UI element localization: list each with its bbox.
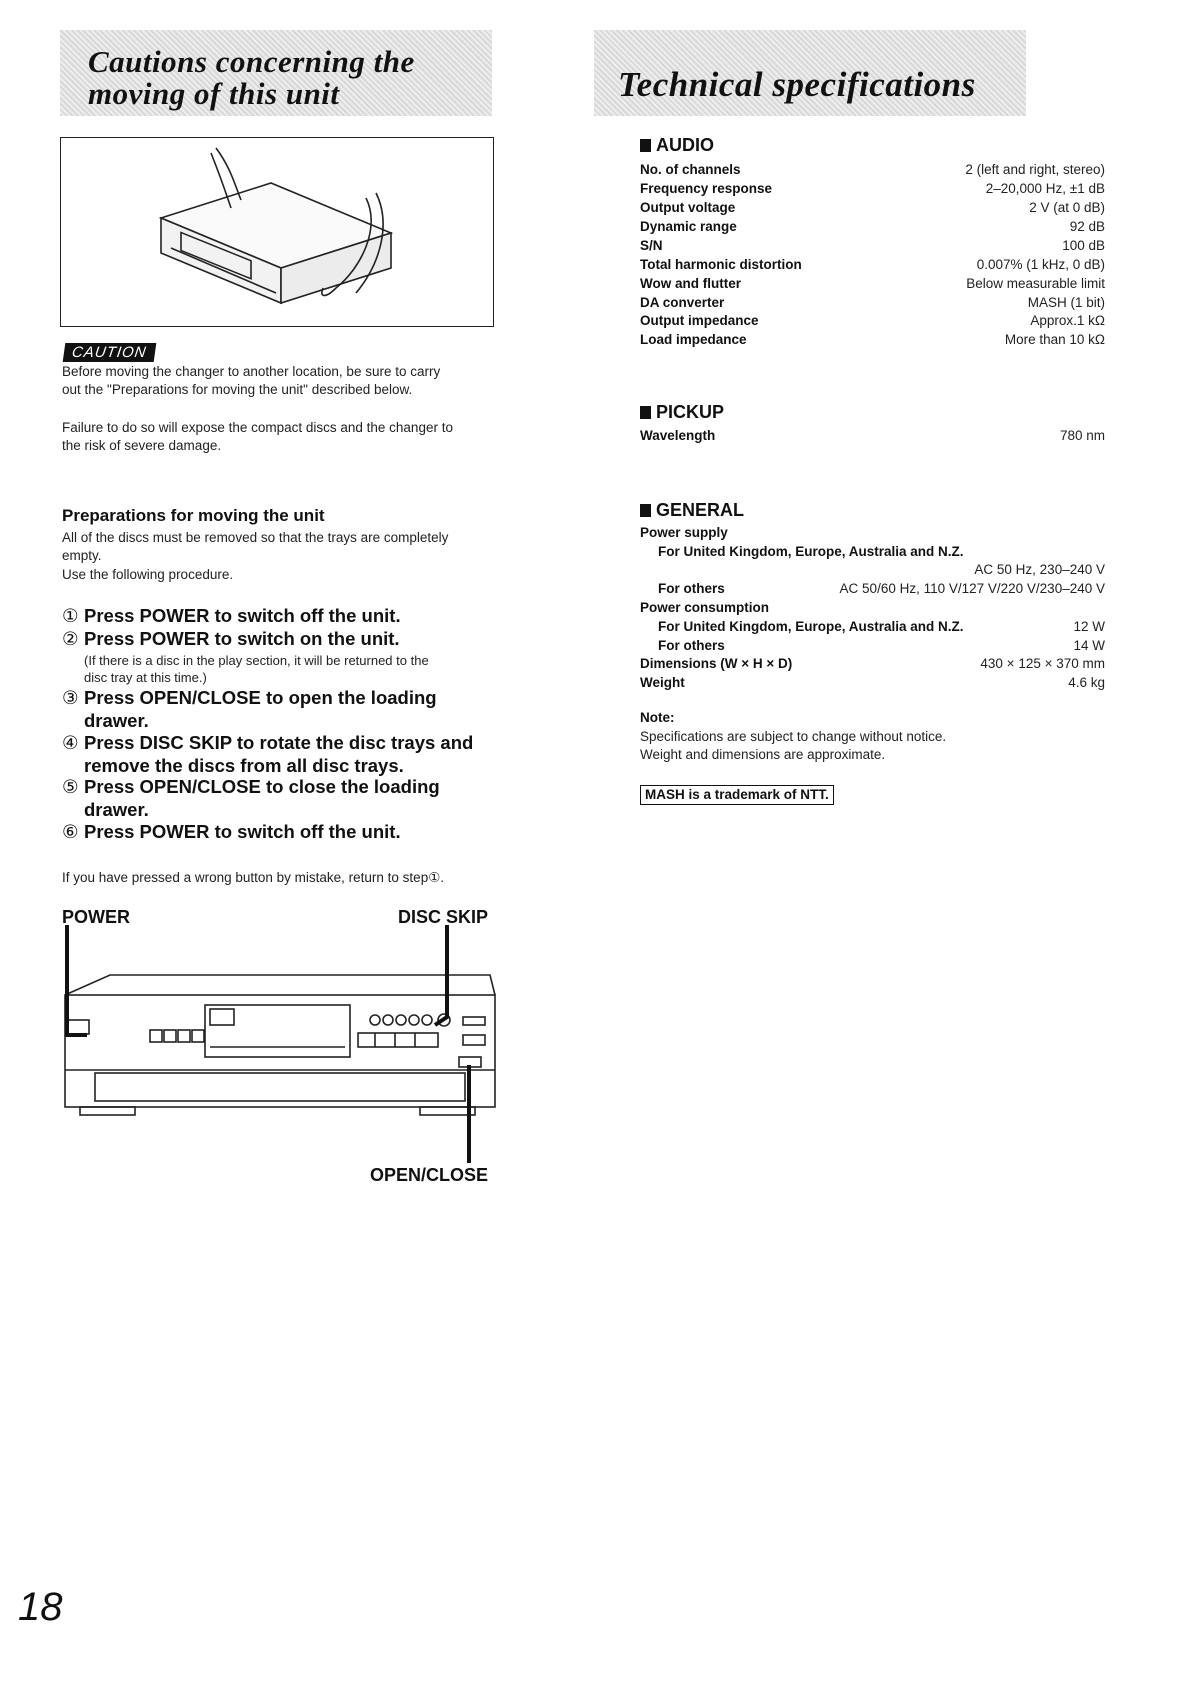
preparations-heading: Preparations for moving the unit	[62, 506, 325, 525]
spec-row: Weight 4.6 kg	[640, 675, 1105, 690]
step-5: ⑤ Press OPEN/CLOSE to close the loading drawer.	[62, 776, 440, 820]
left-title-line2: moving of this unit	[88, 76, 340, 111]
caution-text-1b: out the "Preparations for moving the unit" described below.	[62, 382, 413, 397]
note-heading: Note:	[640, 710, 675, 725]
spec-row: Power consumption	[640, 600, 770, 615]
front-panel-illustration	[55, 925, 505, 1165]
spec-row: For United Kingdom, Europe, Australia and N.Z. 12 W	[658, 619, 1105, 634]
note-line-1: Specifications are subject to change without notice.	[640, 729, 947, 744]
note-line-2: Weight and dimensions are approximate.	[640, 747, 886, 762]
spec-row: Wavelength 780 nm	[640, 428, 1105, 443]
step-1: ① Press POWER to switch off the unit.	[62, 605, 401, 626]
unit-carrying-illustration	[61, 138, 493, 326]
spec-row: Dimensions (W × H × D) 430 × 125 × 370 mm	[640, 656, 1105, 671]
spec-row: DA converter MASH (1 bit)	[640, 295, 1105, 310]
caution-text-2a: Failure to do so will expose the compact discs and the changer to	[62, 420, 453, 435]
prep-text-1: All of the discs must be removed so that the trays are completely	[62, 530, 449, 545]
spec-row: Load impedance More than 10 kΩ	[640, 332, 1105, 347]
step-4: ④ Press DISC SKIP to rotate the disc trays and remove the discs from all disc trays.	[62, 732, 474, 776]
spec-row: Power supply	[640, 525, 728, 540]
spec-row: Wow and flutter Below measurable limit	[640, 276, 1105, 291]
spec-row: For others AC 50/60 Hz, 110 V/127 V/220 V/230–240 V	[658, 581, 1105, 596]
step-3: ③ Press OPEN/CLOSE to open the loading drawer.	[62, 687, 437, 731]
spec-row: S/N 100 dB	[640, 238, 1105, 253]
prep-text-3: Use the following procedure.	[62, 567, 234, 582]
spec-row: Frequency response 2–20,000 Hz, ±1 dB	[640, 181, 1105, 196]
spec-row: Dynamic range 92 dB	[640, 219, 1105, 234]
step-2-note-b: disc tray at this time.)	[84, 670, 207, 685]
spec-row: AC 50 Hz, 230–240 V	[974, 562, 1105, 577]
spec-row: Total harmonic distortion 0.007% (1 kHz, 0 dB)	[640, 257, 1105, 272]
spec-row: No. of channels 2 (left and right, stereo)	[640, 162, 1105, 177]
spec-row: Output impedance Approx.1 kΩ	[640, 313, 1105, 328]
audio-heading: AUDIO	[640, 135, 714, 156]
power-label: POWER	[62, 907, 131, 927]
prep-text-2: empty.	[62, 548, 102, 563]
step-2-note-a: (If there is a disc in the play section, it will be returned to the	[84, 653, 429, 668]
open-close-label: OPEN/CLOSE	[370, 1165, 489, 1185]
caution-badge: CAUTION	[63, 343, 156, 362]
pickup-heading: PICKUP	[640, 402, 724, 423]
step-2: ② Press POWER to switch on the unit.	[62, 628, 400, 649]
general-heading: GENERAL	[640, 500, 744, 521]
trademark-note: MASH is a trademark of NTT.	[640, 785, 834, 805]
spec-row: Output voltage 2 V (at 0 dB)	[640, 200, 1105, 215]
wrong-button-note: If you have pressed a wrong button by mistake, return to step①.	[62, 870, 445, 885]
left-title-line1: Cautions concerning the	[88, 44, 415, 79]
right-title: Technical specifications	[618, 65, 976, 104]
moving-illustration	[60, 137, 494, 327]
disc-skip-label: DISC SKIP	[398, 907, 489, 927]
spec-row: For United Kingdom, Europe, Australia and N.Z.	[658, 544, 964, 559]
spec-row: For others 14 W	[658, 638, 1105, 653]
caution-text-2b: the risk of severe damage.	[62, 438, 222, 453]
step-6: ⑥ Press POWER to switch off the unit.	[62, 821, 401, 842]
caution-text-1a: Before moving the changer to another location, be sure to carry	[62, 364, 441, 379]
page-number: 18	[18, 1585, 63, 1629]
